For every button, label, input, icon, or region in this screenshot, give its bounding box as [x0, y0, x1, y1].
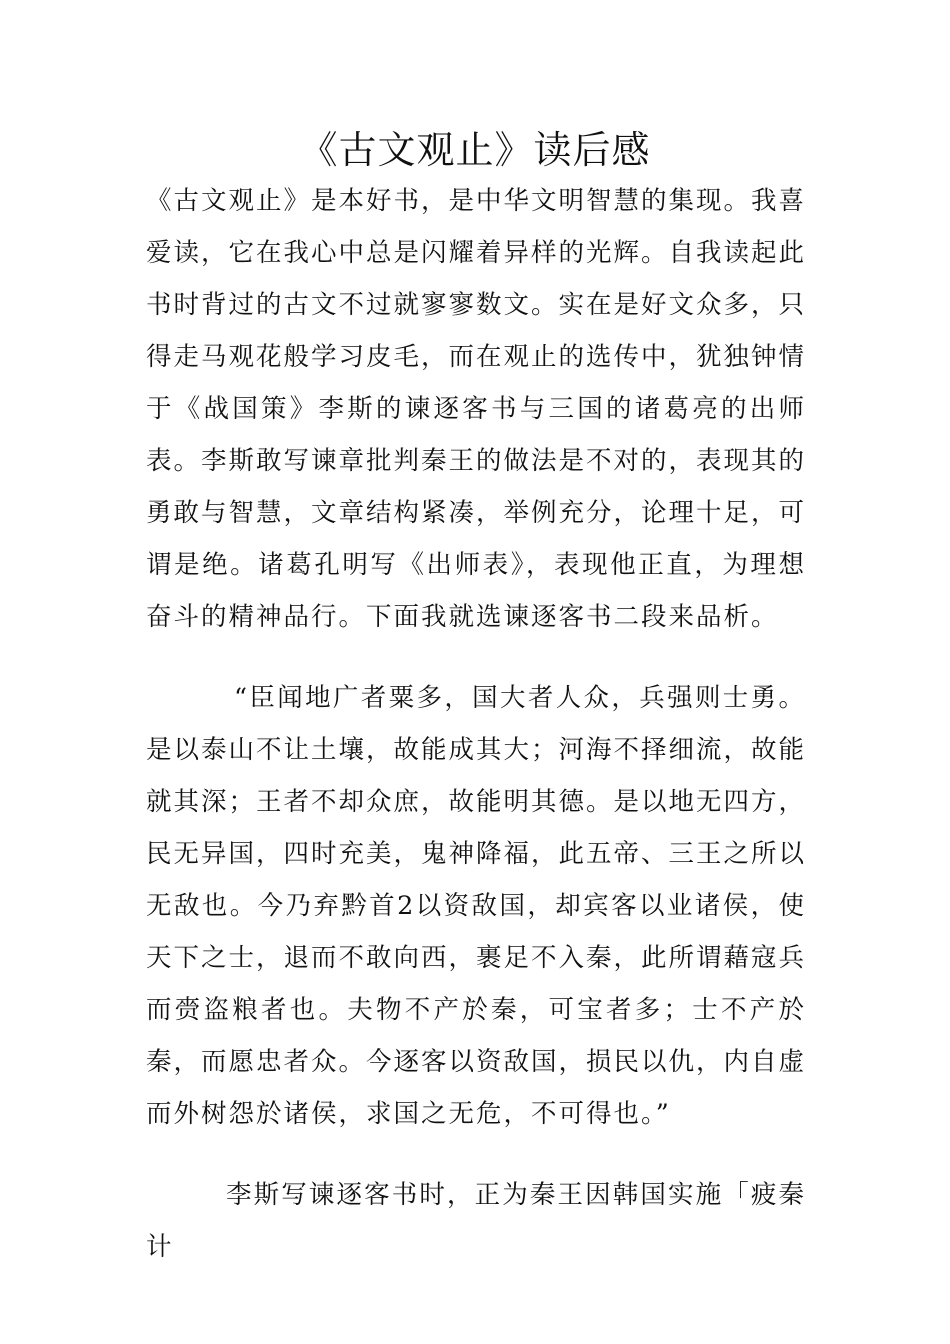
paragraph-quote: “臣闻地广者粟多，国大者人众，兵强则士勇。是以泰山不让土壤，故能成其大；河海不择细流，故能就其深；王者不却众庶，故能明其德。是以地无四方，民无异国，四时充美，鬼神降福，此五帝、三王之所以无敌也。今乃弃黔首2以资敌国，却宾客以业诸侯，使天下之士，退而不敢向西，裹足不入秦，此所谓藉寇兵而赍盗粮者也。夫物不产於秦，可宝者多；士不产於秦，而愿忠者众。今逐客以资敌国，损民以仇，内自虚而外树怨於诸侯，求国之无危，不可得也。” [146, 683, 807, 1129]
document-title: 《古文观止》读后感 [299, 128, 651, 172]
paragraph-intro: 《古文观止》是本好书，是中华文明智慧的集现。我喜爱读，它在我心中总是闪耀着异样的光辉。自我读起此书时背过的古文不过就寥寥数文。实在是好文众多，只得走马观花般学习皮毛，而在观止的选传中，犹独钟情于《战国策》李斯的谏逐客书与三国的诸葛亮的出师表。李斯敢写谏章批判秦王的做法是不对的，表现其的勇敢与智慧，文章结构紧凑，举例充分，论理十足，可谓是绝。诸葛孔明写《出师表》，表现他正直，为理想奋斗的精神品行。下面我就选谏逐客书二段来品析。 [146, 186, 807, 632]
paragraph-analysis: 李斯写谏逐客书时，正为秦王因韩国实施「疲秦计 [146, 1180, 806, 1262]
